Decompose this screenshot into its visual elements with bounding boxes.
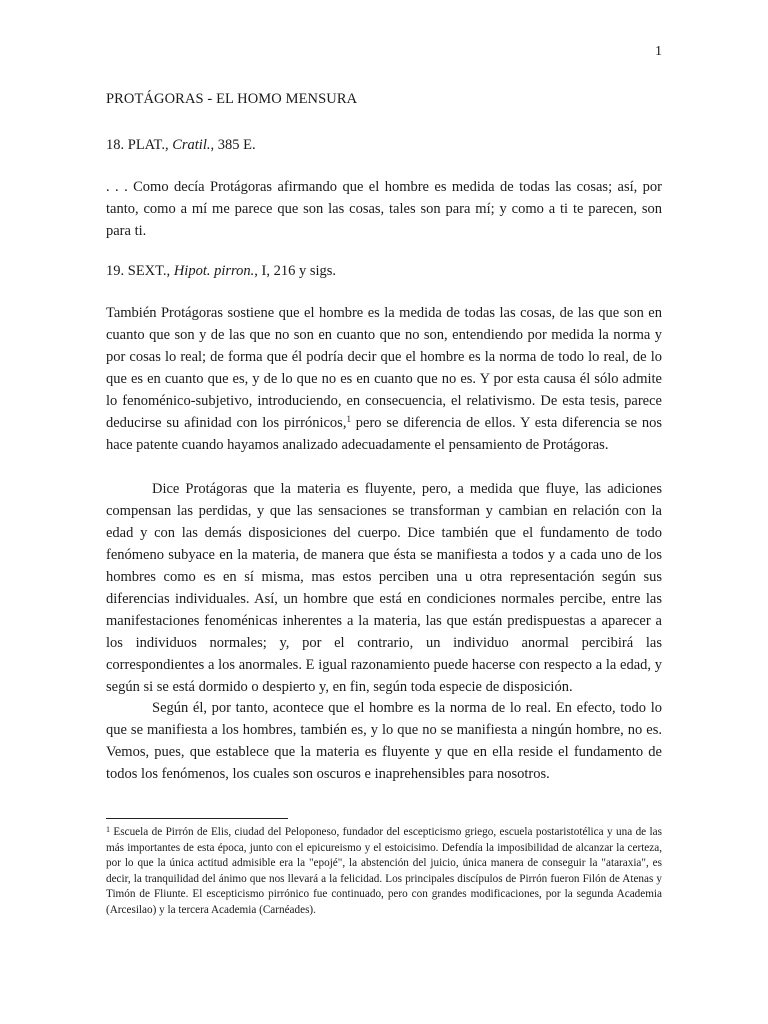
page-number: 1 <box>655 44 662 59</box>
paragraph-1 <box>106 302 662 456</box>
citation-sextus <box>106 263 336 280</box>
citation-work: Cratil. <box>172 137 211 153</box>
citation-prefix: 18. PLAT., <box>106 137 173 153</box>
paragraph-2: Dice Protágoras que la materia es fluyente, pero, a medida que fluye, las adiciones compensan las perdidas, y que las sensaciones se transforman y cambian en relación con la edad y con las demás disposiciones del cuerpo. Dice también que el fundamento de todo fenómeno subyace en la materia, de manera que ésta se manifiesta a todos y a cada uno de los hombres como es en sí misma, mas estos perciben una u otra representación según sus diferencias individuales. Así, un hombre que está en condiciones normales percibe, entre las manifestaciones fenoménicas inherentes a la materia, las que están predispuestas a aparecer a los individuos normales; y, por el contrario, un individuo anormal percibirá las correspondientes a los anormales. E igual razonamiento puede hacerse con respecto a la edad, y según si se está dormido o despierto y, en fin, según toda especie de disposición. <box>106 481 662 695</box>
citation-suffix: , 385 E. <box>210 137 256 153</box>
footnote <box>106 825 662 919</box>
citation-prefix: 19. SEXT., <box>106 263 174 279</box>
paragraph-1-text-b: pero se diferencia de ellos. Y esta diferencia se nos hace patente cuando hayamos analizado adecuadamente el pensamiento de Protágoras. <box>106 415 662 453</box>
citation-plato <box>106 137 256 154</box>
paragraph-3: Según él, por tanto, acontece que el hombre es la norma de lo real. En efecto, todo lo que se manifiesta a los hombres, también es, y lo que no se manifiesta a ningún hombre, no es. Vemos, pues, que establece que la materia es fluyente y que en ella reside el fundamento de todos los fenómenos, los cuales son oscuros e inaprehensibles para nosotros. <box>106 700 662 782</box>
citation-work: Hipot. pirron. <box>173 263 255 279</box>
footnote-marker: 1 <box>106 825 110 834</box>
quote-plato: . . . Como decía Protágoras afirmando que el hombre es medida de todas las cosas; así, por tanto, como a mí me parece que son las cosas, tales son para mí; y como a ti te parecen, son para ti. <box>106 179 662 239</box>
citation-suffix: , I, 216 y sigs. <box>254 263 337 279</box>
footnote-text: Escuela de Pirrón de Elis, ciudad del Peloponeso, fundador del escepticismo griego, escuela postaristotélica y una de las más importantes de esta época, junto con el epicureismo y el estoicisimo. Defendía la imposibilidad de alcanzar la certeza, por lo que la única actitud admisible era la "epojé", la abstención del juicio, única manera de conseguir la "ataraxia", es decir, la tranquilidad del ánimo que nos llevará a la felicidad. Los principales discípulos de Pirrón fueron Filón de Atenas y Timón de Fliunte. El escepticismo pirrónico fue continuado, pero con grandes modificaciones, por la segunda Academia (Arcesilao) y la tercera Academia (Carnéades). <box>106 826 662 916</box>
footnote-reference[interactable]: 1 <box>346 414 351 424</box>
footnote-separator <box>106 818 288 819</box>
document-title: PROTÁGORAS - EL HOMO MENSURA <box>106 91 358 107</box>
paragraph-1-text-a: También Protágoras sostiene que el hombre es la medida de todas las cosas, de las que son en cuanto que son y de las que no son en cuanto que no son, entendiendo por medida la norma y por cosas lo real; de forma que él podría decir que el hombre es la norma de todo lo real, de lo que es en cuanto que es, y de lo que no es en cuanto que no es. Y por esta causa él sólo admite lo fenoménico-subjetivo, introduciendo, en consecuencia, el relativismo. De esta tesis, parece deducirse su afinidad con los pirrónicos, <box>106 305 662 431</box>
